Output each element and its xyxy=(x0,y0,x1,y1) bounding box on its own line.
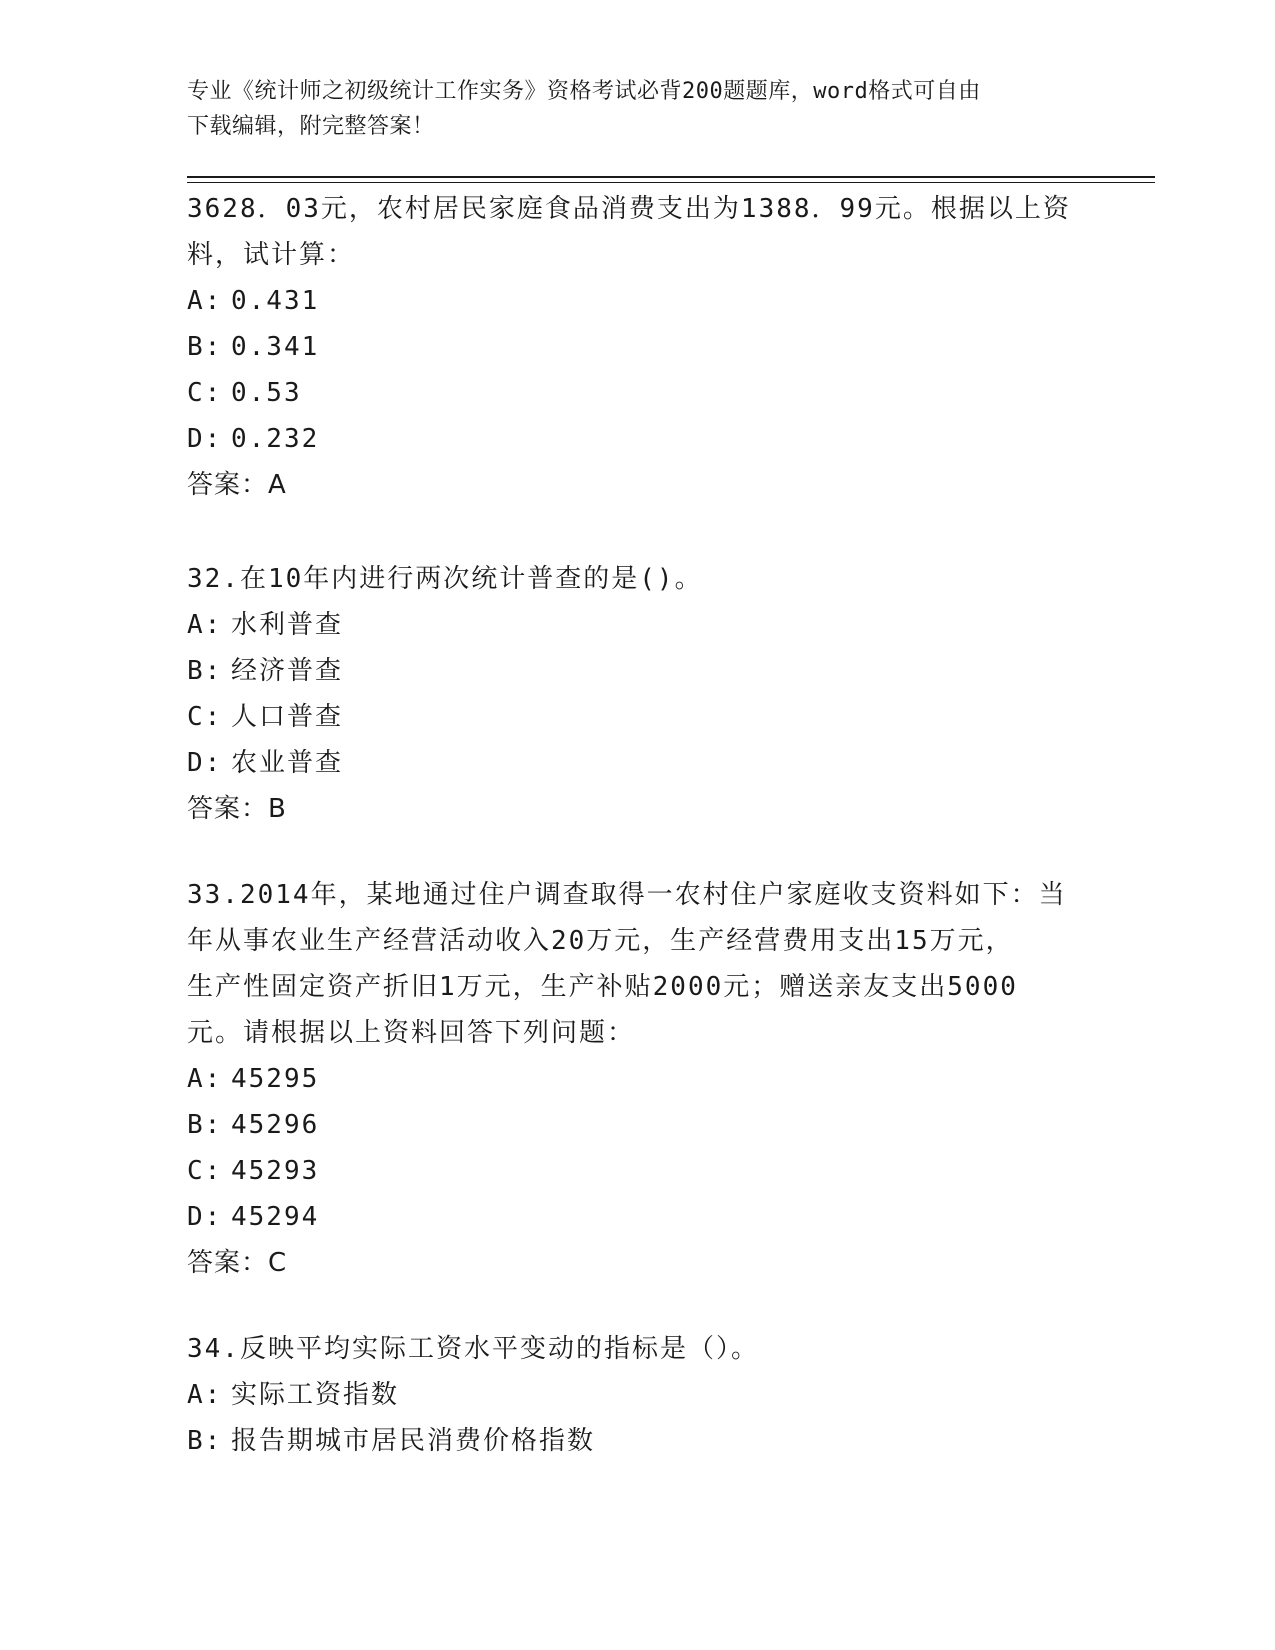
question-text-line: 年从事农业生产经营活动收入20万元，生产经营费用支出15万元， xyxy=(187,926,1014,956)
question-34 xyxy=(187,1326,1087,1464)
answer: 答案：B xyxy=(187,794,287,824)
option-key: B: xyxy=(187,1426,223,1456)
option-text: 0.431 xyxy=(231,286,320,316)
option-b xyxy=(187,1418,1087,1464)
question-31 xyxy=(187,186,1087,508)
option-text: 45295 xyxy=(231,1064,320,1094)
question-text-line: 33.2014年，某地通过住户调查取得一农村住户家庭收支资料如下：当 xyxy=(187,880,1067,910)
document-header xyxy=(187,74,1087,144)
option-text: 农业普查 xyxy=(231,748,344,778)
option-a xyxy=(187,1056,1087,1102)
option-text: 实际工资指数 xyxy=(231,1380,400,1410)
option-c xyxy=(187,370,1087,416)
option-key: C: xyxy=(187,378,223,408)
option-key: B: xyxy=(187,656,223,686)
option-key: D: xyxy=(187,1202,223,1232)
question-33 xyxy=(187,872,1087,1286)
option-c xyxy=(187,1148,1087,1194)
option-text: 经济普查 xyxy=(231,656,344,686)
option-text: 人口普查 xyxy=(231,702,344,732)
option-text: 45294 xyxy=(231,1202,320,1232)
option-key: C: xyxy=(187,1156,223,1186)
question-text-line: 32.在10年内进行两次统计普查的是()。 xyxy=(187,564,703,594)
question-32 xyxy=(187,556,1087,832)
option-text: 45296 xyxy=(231,1110,320,1140)
option-text: 报告期城市居民消费价格指数 xyxy=(231,1426,596,1456)
question-text-line: 元。请根据以上资料回答下列问题： xyxy=(187,1018,636,1048)
header-rule-thin xyxy=(187,182,1155,183)
option-b xyxy=(187,1102,1087,1148)
option-key: D: xyxy=(187,748,223,778)
header-line-2: 下载编辑，附完整答案！ xyxy=(187,114,435,139)
option-text: 45293 xyxy=(231,1156,320,1186)
option-a xyxy=(187,1372,1087,1418)
option-d xyxy=(187,740,1087,786)
option-d xyxy=(187,1194,1087,1240)
option-b xyxy=(187,648,1087,694)
option-d xyxy=(187,416,1087,462)
answer: 答案：A xyxy=(187,470,287,500)
question-text-line: 34.反映平均实际工资水平变动的指标是（）。 xyxy=(187,1334,759,1364)
header-rule-thick xyxy=(187,176,1155,178)
question-text-line: 生产性固定资产折旧1万元，生产补贴2000元；赠送亲友支出5000 xyxy=(187,972,1018,1002)
option-text: 水利普查 xyxy=(231,610,344,640)
option-key: A: xyxy=(187,286,223,316)
option-key: C: xyxy=(187,702,223,732)
option-key: D: xyxy=(187,424,223,454)
option-key: B: xyxy=(187,332,223,362)
question-text-line: 料，试计算： xyxy=(187,240,356,270)
option-a xyxy=(187,602,1087,648)
option-key: A: xyxy=(187,1064,223,1094)
option-text: 0.341 xyxy=(231,332,320,362)
option-text: 0.53 xyxy=(231,378,302,408)
option-b xyxy=(187,324,1087,370)
option-text: 0.232 xyxy=(231,424,320,454)
option-a xyxy=(187,278,1087,324)
question-text-line: 3628．03元，农村居民家庭食品消费支出为1388．99元。根据以上资 xyxy=(187,194,1071,224)
option-c xyxy=(187,694,1087,740)
option-key: B: xyxy=(187,1110,223,1140)
answer: 答案：C xyxy=(187,1248,288,1278)
header-line-1: 专业《统计师之初级统计工作实务》资格考试必背200题题库，word格式可自由 xyxy=(187,79,981,104)
option-key: A: xyxy=(187,610,223,640)
option-key: A: xyxy=(187,1380,223,1410)
